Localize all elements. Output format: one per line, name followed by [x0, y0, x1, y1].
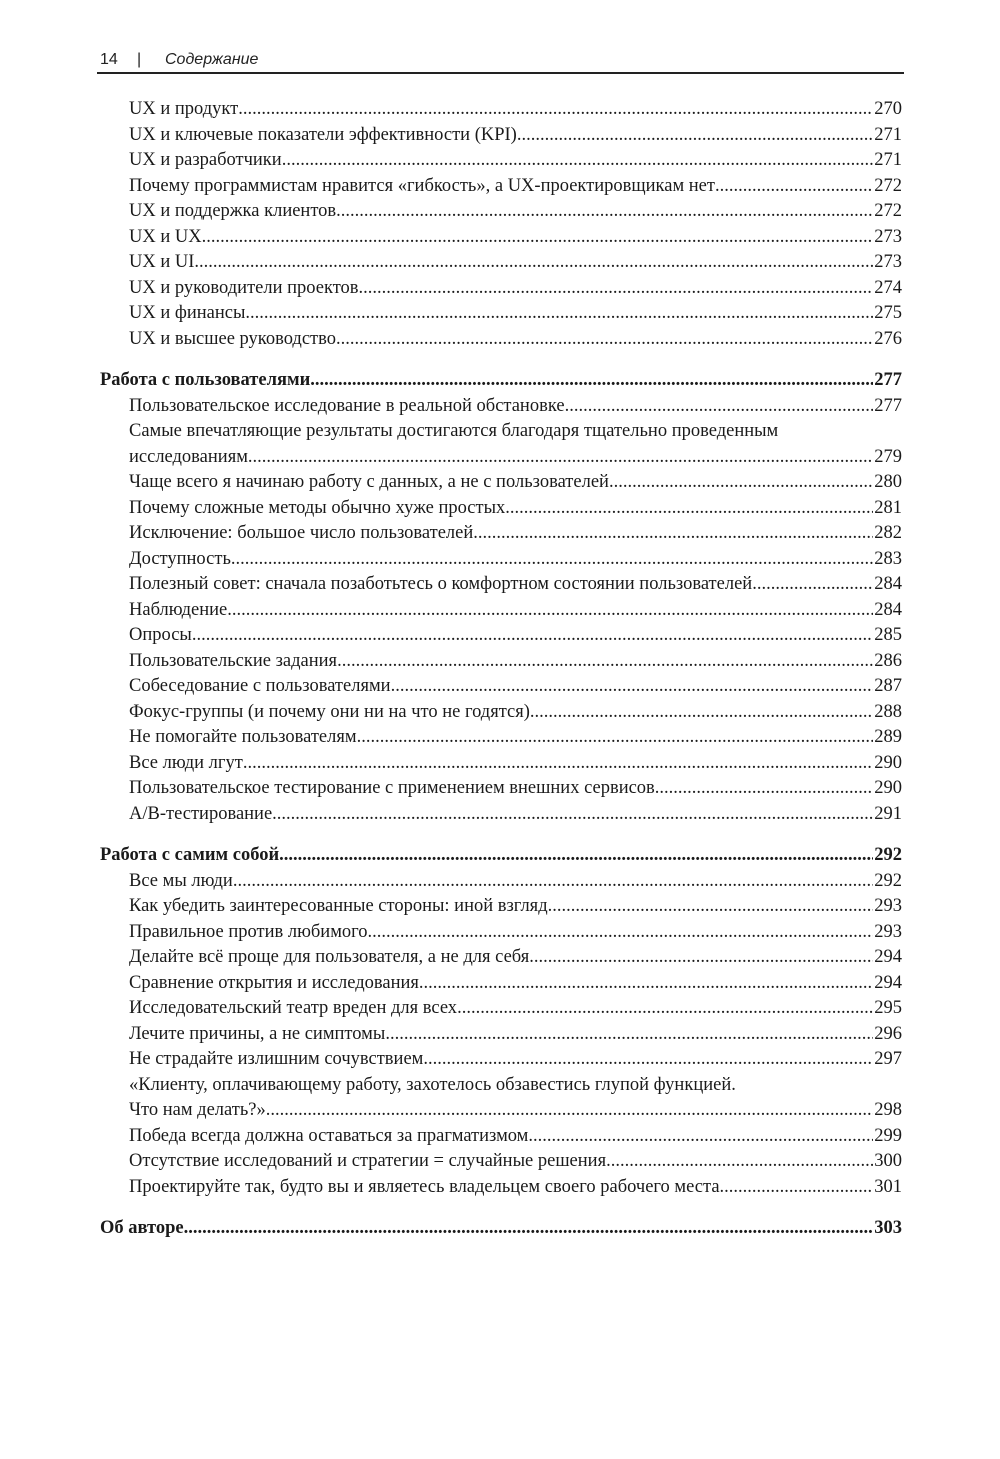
- toc-entry[interactable]: [100, 327, 902, 353]
- table-of-contents: [100, 97, 902, 1258]
- toc-entry[interactable]: [100, 1149, 902, 1175]
- entry-page-number: 273: [874, 226, 902, 247]
- entry-title: Лечите причины, а не симптомы: [129, 1023, 386, 1044]
- dot-leader: [227, 598, 873, 624]
- toc-entry[interactable]: [100, 971, 902, 997]
- entry-page-number: 296: [874, 1023, 902, 1044]
- dot-leader: [368, 920, 874, 946]
- dot-leader: [752, 572, 873, 598]
- dot-leader: [473, 521, 873, 547]
- entry-page-number: 285: [874, 625, 902, 645]
- entry-title: Проектируйте так, будто вы и являетесь владельцем своего рабочего места: [129, 1176, 720, 1197]
- entry-page-number: 283: [874, 548, 902, 569]
- toc-entry[interactable]: [100, 1047, 902, 1073]
- toc-section-heading[interactable]: [100, 368, 902, 394]
- entry-title: Победа всегда должна оставаться за прагматизмом: [129, 1125, 529, 1146]
- dot-leader: [359, 276, 874, 302]
- toc-entry[interactable]: [100, 1124, 902, 1150]
- entry-page-number: 280: [874, 472, 902, 492]
- toc-section: [100, 368, 902, 827]
- entry-page-number: 288: [874, 701, 902, 722]
- dot-leader: [266, 1098, 873, 1124]
- toc-entry[interactable]: [100, 521, 902, 547]
- dot-leader: [606, 1149, 873, 1175]
- dot-leader: [238, 97, 873, 123]
- entry-page-number: 303: [874, 1218, 902, 1238]
- entry-title: Исключение: большое число пользователей: [129, 523, 474, 543]
- toc-entry[interactable]: [100, 996, 902, 1022]
- dot-leader: [184, 1216, 874, 1242]
- entry-title: UX и UX: [129, 226, 202, 247]
- dot-leader: [548, 894, 874, 920]
- dot-leader: [565, 394, 874, 420]
- toc-entry-first-line: «Клиенту, оплачивающему работу, захотелось обзавестись глупой функцией.: [129, 1074, 736, 1095]
- dot-leader: [720, 1175, 874, 1201]
- toc-entry[interactable]: [100, 123, 902, 149]
- toc-entry[interactable]: [100, 496, 902, 522]
- entry-title: Об авторе: [100, 1218, 184, 1238]
- toc-entry[interactable]: [100, 920, 902, 946]
- toc-entry-first-line: Самые впечатляющие результаты достигаются благодаря тщательно проведенным: [129, 421, 779, 441]
- entry-title: Пользовательские задания: [129, 650, 338, 671]
- entry-title: Фокус-группы (и почему они ни на что не годятся): [129, 701, 530, 722]
- dot-leader: [505, 496, 873, 522]
- entry-title: UX и продукт: [129, 99, 239, 119]
- entry-page-number: 292: [874, 870, 902, 891]
- toc-entry[interactable]: [100, 751, 902, 777]
- toc-entry[interactable]: [100, 301, 902, 327]
- dot-leader: [282, 148, 874, 174]
- toc-entry[interactable]: [100, 394, 902, 420]
- entry-title: исследованиям: [129, 446, 248, 467]
- dot-leader: [528, 1124, 873, 1150]
- toc-entry[interactable]: [100, 1022, 902, 1048]
- toc-entry[interactable]: [100, 700, 902, 726]
- entry-page-number: 271: [874, 150, 902, 170]
- dot-leader: [391, 674, 874, 700]
- entry-title: UX и финансы: [129, 303, 246, 323]
- toc-section: [100, 843, 902, 1200]
- toc-entry[interactable]: [100, 572, 902, 598]
- dot-leader: [194, 250, 873, 276]
- toc-entry[interactable]: [100, 776, 902, 802]
- entry-title: Что нам делать?»: [129, 1100, 266, 1120]
- dot-leader: [233, 869, 873, 895]
- entry-page-number: 292: [874, 845, 902, 865]
- dot-leader: [715, 174, 873, 200]
- running-header: [97, 46, 904, 74]
- entry-page-number: 300: [874, 1151, 902, 1171]
- entry-title: UX и поддержка клиентов: [129, 201, 337, 221]
- toc-entry[interactable]: [100, 445, 902, 471]
- dot-leader: [248, 445, 873, 471]
- entry-page-number: 282: [874, 523, 902, 543]
- entry-title: Доступность: [129, 548, 231, 569]
- dot-leader: [336, 327, 873, 353]
- entry-title: Собеседование с пользователями: [129, 676, 391, 696]
- dot-leader: [279, 843, 873, 869]
- toc-entry[interactable]: [100, 674, 902, 700]
- entry-page-number: 298: [874, 1100, 902, 1120]
- entry-page-number: 279: [874, 446, 902, 467]
- toc-entry[interactable]: [100, 894, 902, 920]
- toc-entry[interactable]: [100, 598, 902, 624]
- toc-entry[interactable]: [100, 276, 902, 302]
- entry-page-number: 281: [874, 497, 902, 518]
- entry-title: Исследовательский театр вреден для всех: [129, 998, 458, 1018]
- entry-title: Наблюдение: [129, 599, 228, 620]
- toc-section-heading[interactable]: [100, 843, 902, 869]
- entry-page-number: 295: [874, 998, 902, 1018]
- entry-title: Все люди лгут: [129, 752, 243, 773]
- dot-leader: [245, 301, 873, 327]
- dot-leader: [202, 225, 874, 251]
- entry-page-number: 273: [874, 252, 902, 272]
- entry-page-number: 272: [874, 201, 902, 221]
- dot-leader: [310, 368, 873, 394]
- entry-title: Работа с пользователями: [100, 370, 311, 390]
- entry-page-number: 290: [874, 752, 902, 773]
- dot-leader: [655, 776, 873, 802]
- header-separator: |: [137, 51, 142, 68]
- dot-leader: [243, 751, 873, 777]
- dot-leader: [336, 199, 873, 225]
- entry-title: Отсутствие исследований и стратегии = случайные решения: [129, 1151, 607, 1171]
- dot-leader: [530, 700, 873, 726]
- entry-title: Работа с самим собой: [100, 845, 280, 865]
- entry-title: UX и UI: [129, 252, 195, 272]
- entry-title: Пользовательское тестирование с применением внешних сервисов: [129, 778, 655, 798]
- toc-entry[interactable]: [100, 802, 902, 828]
- toc-entry[interactable]: [100, 1175, 902, 1201]
- entry-title: A/B-тестирование: [129, 803, 273, 824]
- entry-page-number: 277: [874, 370, 902, 390]
- toc-section-heading[interactable]: [100, 1216, 902, 1242]
- entry-page-number: 275: [874, 303, 902, 323]
- entry-title: Не помогайте пользователям: [129, 727, 357, 747]
- entry-page-number: 287: [874, 676, 902, 696]
- toc-section: [100, 97, 902, 352]
- entry-title: Делайте всё проще для пользователя, а не для себя: [129, 947, 530, 967]
- dot-leader: [192, 623, 873, 649]
- entry-page-number: 294: [874, 972, 902, 993]
- toc-entry[interactable]: [100, 623, 902, 649]
- toc-entry[interactable]: [100, 725, 902, 751]
- dot-leader: [419, 971, 873, 997]
- entry-page-number: 301: [874, 1176, 902, 1197]
- entry-title: UX и разработчики: [129, 150, 282, 170]
- entry-title: Опросы: [129, 625, 192, 645]
- toc-entry[interactable]: [100, 97, 902, 123]
- entry-page-number: 291: [874, 803, 902, 824]
- entry-page-number: 271: [874, 124, 902, 145]
- toc-entry[interactable]: [100, 250, 902, 276]
- entry-page-number: 270: [874, 99, 902, 119]
- dot-leader: [423, 1047, 873, 1073]
- dot-leader: [609, 470, 873, 496]
- entry-page-number: 272: [874, 175, 902, 196]
- dot-leader: [385, 1022, 873, 1048]
- entry-page-number: 294: [874, 947, 902, 967]
- entry-title: UX и ключевые показатели эффективности (KPI): [129, 124, 517, 145]
- entry-page-number: 276: [874, 328, 902, 349]
- toc-entry[interactable]: [100, 174, 902, 200]
- toc-entry[interactable]: [100, 649, 902, 675]
- toc-entry[interactable]: [100, 945, 902, 971]
- entry-page-number: 293: [874, 896, 902, 916]
- header-title: Содержание: [165, 51, 259, 68]
- entry-page-number: 290: [874, 778, 902, 798]
- dot-leader: [272, 802, 873, 828]
- toc-section: [100, 1216, 902, 1242]
- toc-entry[interactable]: [100, 199, 902, 225]
- toc-entry[interactable]: [100, 148, 902, 174]
- toc-entry[interactable]: [100, 225, 902, 251]
- entry-title: UX и высшее руководство: [129, 328, 336, 349]
- entry-page-number: 284: [874, 599, 902, 620]
- entry-title: Как убедить заинтересованные стороны: иной взгляд: [129, 896, 548, 916]
- entry-title: Чаще всего я начинаю работу с данных, а не с пользователей: [129, 472, 609, 492]
- entry-title: Полезный совет: сначала позаботьтесь о комфортном состоянии пользователей: [129, 574, 753, 594]
- entry-title: Почему программистам нравится «гибкость», а UX-проектировщикам нет: [129, 175, 715, 196]
- entry-title: Не страдайте излишним сочувствием: [129, 1049, 424, 1069]
- dot-leader: [231, 547, 873, 573]
- dot-leader: [457, 996, 873, 1022]
- entry-title: Пользовательское исследование в реальной обстановке: [129, 395, 565, 416]
- dot-leader: [337, 649, 873, 675]
- entry-page-number: 284: [874, 574, 902, 594]
- entry-title: Все мы люди: [129, 870, 233, 891]
- toc-entry[interactable]: [100, 547, 902, 573]
- entry-page-number: 277: [874, 395, 902, 416]
- toc-entry[interactable]: [100, 470, 902, 496]
- entry-title: Правильное против любимого: [129, 921, 368, 942]
- entry-title: Почему сложные методы обычно хуже простых: [129, 497, 506, 518]
- entry-page-number: 274: [874, 277, 902, 298]
- entry-page-number: 286: [874, 650, 902, 671]
- entry-page-number: 299: [874, 1125, 902, 1146]
- entry-page-number: 297: [874, 1049, 902, 1069]
- page-number: 14: [100, 51, 118, 68]
- dot-leader: [529, 945, 873, 971]
- entry-page-number: 293: [874, 921, 902, 942]
- dot-leader: [357, 725, 874, 751]
- toc-entry[interactable]: [100, 869, 902, 895]
- entry-title: UX и руководители проектов: [129, 277, 359, 298]
- dot-leader: [517, 123, 873, 149]
- entry-page-number: 289: [874, 727, 902, 747]
- entry-title: Сравнение открытия и исследования: [129, 972, 419, 993]
- toc-entry[interactable]: [100, 1098, 902, 1124]
